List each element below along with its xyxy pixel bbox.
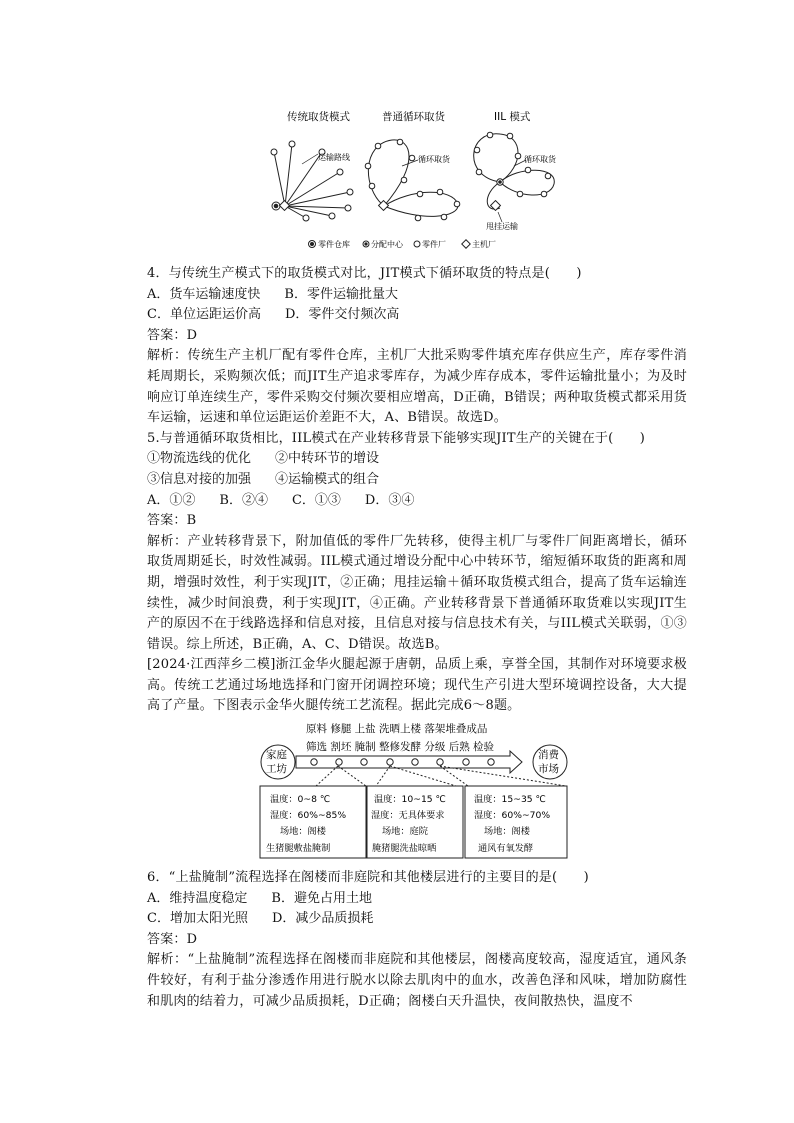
fig1-label-loop-pickup-2: 循环取货 (524, 155, 556, 164)
q5-analysis: 解析：产业转移背景下，附加值低的零件厂先转移，使得主机厂与零件厂间距离增长，循环取货周期延长，时效性减弱。IIL模式通过增设分配中心中转环节，缩短循环取货的距离和周期，增强时效性，利于实现JIT，②正确；甩挂运输＋循环取货模式组合，提高了货车运输连续性，减少时间浪费，利于实现JIT，④正确。产业转移背景下普通循环取货难以实现JIT生产的原因不在于线路选择和信息对接，且信息对接与信息技术有关，与IIL模式关联弱，①③错误。综上所述，B正确，A、C、D错误。故选B。 (147, 533, 687, 652)
q4-option-c: C．单位运距运价高 (147, 307, 261, 323)
q5-item-2: ②中转环节的增设 (275, 451, 380, 467)
q4-analysis: 解析：传统生产主机厂配有零件仓库，主机厂大批采购零件填充库存供应生产，库存零件消耗周期长，采购频次低；而JIT生产追求零库存，为减少库存成本，零件运输批量小；为及时响应订单连续生产，零件采购交付频次要相应增高，D正确，B错误；两种取货模式都采用货车运输，运速和单位运距运价差距不大，A、B错误。故选D。 (147, 348, 687, 426)
q4-options-row1 (147, 285, 687, 306)
fig1-label-trailer: 甩挂运输 (486, 222, 518, 231)
questions-block-1 (147, 264, 687, 717)
q4-option-a: A．货车运输速度快 (147, 286, 261, 302)
q4-option-d: D．零件交付频次高 (284, 307, 400, 323)
q6-option-c: C．增加太阳光照 (147, 911, 248, 927)
q4-answer: 答案：D (147, 327, 198, 343)
fig1-label-transport-line: 运输路线 (318, 153, 350, 162)
q6-options-row1 (147, 889, 687, 910)
fig1-title-loop: 普通循环取货 (382, 111, 445, 123)
q6-option-d: D．减少品质损耗 (271, 911, 374, 927)
box3-temp: 温度：15~35 ℃ (474, 794, 546, 805)
end-label-line2: 市场 (538, 763, 559, 775)
box2-humidity: 湿度：无具体要求 (371, 810, 445, 821)
box3-site: 场地：阁楼 (484, 826, 530, 837)
box1-site: 场地：阁楼 (280, 826, 326, 837)
q5-item-4: ④运输模式的组合 (275, 471, 380, 487)
process-top-steps: 原料 修腿 上盐 洗晒上楼 落架堆叠成品 (306, 723, 488, 735)
q5-option-d: D．③④ (364, 492, 415, 508)
q5-item-3: ③信息对接的加强 (147, 471, 252, 487)
q6-option-a: A．维持温度稳定 (147, 890, 248, 906)
q5-answer: 答案：B (147, 513, 197, 529)
start-label-line2: 工坊 (266, 763, 287, 775)
fig1-label-loop-pickup-1: 循环取货 (418, 155, 450, 164)
legend-main-plant: 主机厂 (472, 240, 496, 249)
box3-step: 通风有氧发酵 (478, 843, 534, 854)
q6-options-row2 (147, 909, 687, 930)
box2-step: 腌猪腿洗盐晾晒 (372, 843, 437, 854)
legend-distribution-center: 分配中心 (371, 240, 403, 249)
q4-option-b: B．零件运输批量大 (284, 286, 398, 302)
box1-temp: 温度：0~8 ℃ (270, 794, 331, 805)
q6-answer: 答案：D (147, 931, 198, 947)
start-label-line1: 家庭 (266, 749, 287, 761)
q6-stem: 6．“上盐腌制”流程选择在阁楼而非庭院和其他楼层进行的主要目的是( ) (147, 870, 589, 885)
q5-option-a: A．①② (147, 492, 196, 508)
q4-options-row2 (147, 305, 687, 326)
box3-humidity: 湿度：60%~70% (474, 810, 551, 821)
pickup-modes-figure (262, 104, 562, 254)
end-label-line1: 消费 (538, 749, 559, 761)
box1-humidity: 湿度：60%~85% (270, 810, 347, 821)
q5-items-row2 (147, 470, 687, 491)
process-bottom-steps: 筛选 割坯 腌制 整修发酵 分级 后熟 检验 (306, 741, 495, 753)
questions-block-2 (147, 868, 687, 1012)
q6-analysis: 解析：“上盐腌制”流程选择在阁楼而非庭院和其他楼层，阁楼高度较高，湿度适宜，通风条件较好，有利于盐分渗透作用进行脱水以除去肌肉中的血水，改善色泽和风味，增加防腐性和肌肉的结着力，可减少品质损耗，D正确；阁楼白天升温快，夜间散热快，温度不 (147, 952, 687, 1009)
box2-temp: 温度：10~15 ℃ (374, 794, 446, 805)
box2-site: 场地：庭院 (382, 826, 428, 837)
q6-option-b: B．避免占用土地 (271, 890, 372, 906)
box1-step: 生猪腿敷盐腌制 (266, 843, 331, 854)
iil-mode-diagram (474, 132, 555, 222)
fig1-title-iil: IIL 模式 (494, 111, 531, 123)
legend-parts-factory: 零件厂 (422, 240, 446, 249)
legend-parts-warehouse: 零件仓库 (318, 240, 350, 249)
q5-option-c: C．①③ (291, 492, 341, 508)
ham-intro: [2024·江西萍乡二模]浙江金华火腿起源于唐朝，品质上乘，享誉全国，其制作对环境要求极高。传统工艺通过场地选择和门窗开闭调控环境；现代生产引进大型环境调控设备，大大提高了产量。下图表示金华火腿传统工艺流程。据此完成6～8题。 (147, 657, 687, 714)
q5-options (147, 491, 687, 512)
q5-stem: 5.与普通循环取货相比，IIL模式在产业转移背景下能够实现JIT生产的关键在于( ) (147, 430, 646, 446)
fig1-title-traditional: 传统取货模式 (287, 111, 350, 123)
loop-pickup-diagram (365, 139, 460, 221)
q4-stem: 4．与传统生产模式下的取货模式对比，JIT模式下循环取货的特点是( ) (147, 266, 582, 281)
q5-option-b: B．②④ (219, 492, 268, 508)
q5-items-row1 (147, 449, 687, 470)
q5-item-1: ①物流选线的优化 (147, 451, 252, 467)
ham-process-figure (258, 720, 576, 860)
